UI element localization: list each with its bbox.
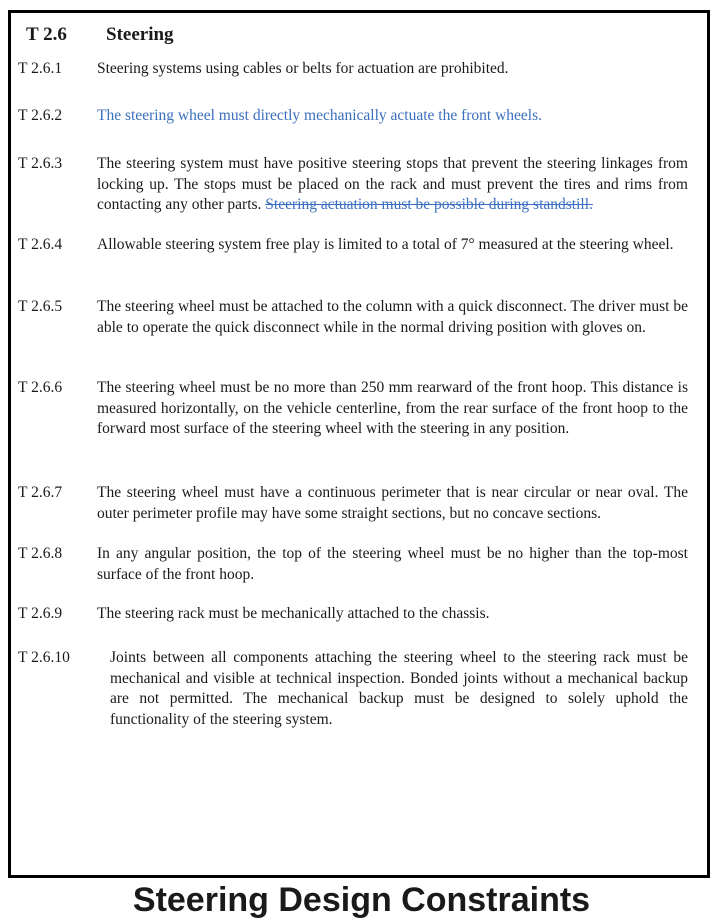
- clause-number: T 2.6.1: [18, 60, 63, 77]
- clause-text: The steering wheel must be no more than 250 mm rearward of the front hoop. This distance is measured horizontally, on the vehicle centerline, from the rear surface of the front hoop to the forward most surface of the steering wheel with the steering in any position.: [97, 379, 688, 437]
- struck-text: Steering actuation must be possible during standstill.: [265, 196, 593, 213]
- clause-text: The steering wheel must directly mechanically actuate the front wheels.: [97, 107, 543, 124]
- clause-number: T 2.6.3: [18, 155, 63, 172]
- section-number: T 2.6: [26, 24, 67, 45]
- figure-caption: Steering Design Constraints: [132, 881, 591, 919]
- clause-number: T 2.6.10: [18, 649, 70, 666]
- clause-text: The steering wheel must have a continuous perimeter that is near circular or near oval. The outer perimeter profile may have some straight sections, but no concave sections.: [97, 484, 688, 522]
- clause-number: T 2.6.6: [18, 379, 63, 396]
- clause-number: T 2.6.8: [18, 545, 63, 562]
- clause-text: In any angular position, the top of the steering wheel must be no higher than the top-most surface of the front hoop.: [97, 545, 688, 583]
- section-title: Steering: [106, 24, 174, 45]
- clause-number: T 2.6.9: [18, 605, 63, 622]
- clause-text: The steering wheel must be attached to the column with a quick disconnect. The driver must be able to operate the quick disconnect while in the normal driving position with gloves on.: [97, 298, 688, 336]
- clause-text: The steering rack must be mechanically attached to the chassis.: [97, 605, 490, 622]
- clause-body: The steering system must have positive steering stops that prevent the steering linkages from locking up. The stops must be placed on the rack and must prevent the tires and rims from contacting any other parts.: [97, 155, 688, 213]
- clause-text: [97, 154, 688, 216]
- clause-number: T 2.6.2: [18, 107, 63, 124]
- clause-number: T 2.6.7: [18, 484, 63, 501]
- clause-number: T 2.6.5: [18, 298, 63, 315]
- clause-text: Joints between all components attaching the steering wheel to the steering rack must be mechanical and visible at technical inspection. Bonded joints without a mechanical backup are not permitted. The mechanical backup must be designed to solely uphold the functionality of the steering system.: [110, 649, 688, 728]
- clause-number: T 2.6.4: [18, 236, 63, 253]
- clause-text: Steering systems using cables or belts for actuation are prohibited.: [97, 60, 509, 77]
- document-frame: [8, 10, 710, 878]
- clause-text: Allowable steering system free play is limited to a total of 7° measured at the steering wheel.: [97, 236, 674, 253]
